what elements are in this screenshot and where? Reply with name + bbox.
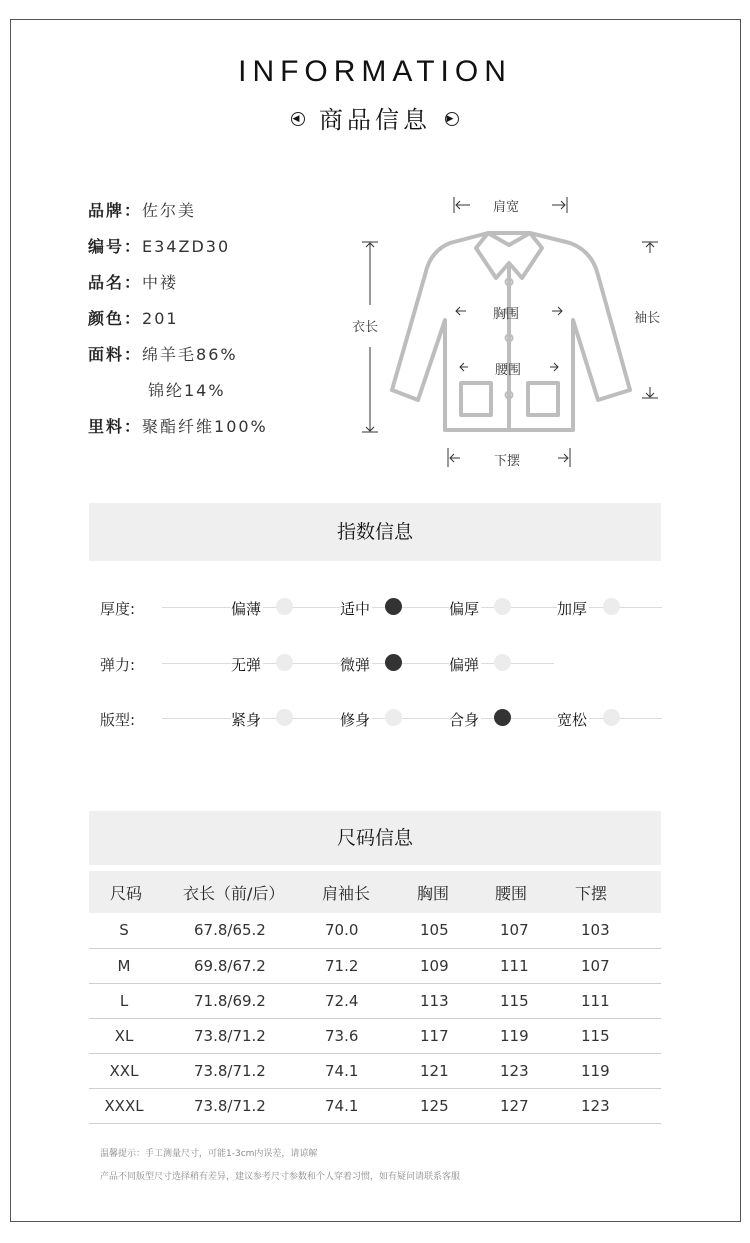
index-option: 无弹 bbox=[231, 656, 262, 674]
table-cell: 71.8/69.2 bbox=[174, 983, 322, 1018]
table-cell: 111 bbox=[495, 948, 575, 983]
index-dot bbox=[276, 654, 293, 671]
size-table-header bbox=[89, 871, 661, 913]
index-option: 偏弹 bbox=[449, 656, 480, 674]
spec-lining: 里料：聚酯纤维100% bbox=[88, 417, 268, 436]
table-cell: 117 bbox=[417, 1018, 495, 1053]
spec-color: 颜色：201 bbox=[88, 309, 179, 328]
table-cell: 70.0 bbox=[322, 913, 417, 948]
spec-fabric: 面料：绵羊毛86% bbox=[88, 345, 238, 364]
table-cell: 73.8/71.2 bbox=[174, 1018, 322, 1053]
table-cell: L bbox=[89, 983, 174, 1018]
size-section-title: 尺码信息 bbox=[89, 811, 661, 865]
index-option: 适中 bbox=[340, 600, 371, 618]
table-cell: 121 bbox=[417, 1053, 495, 1088]
index-dot bbox=[603, 598, 620, 615]
table-cell: M bbox=[89, 948, 174, 983]
coat-outline-icon bbox=[330, 185, 690, 475]
index-option: 紧身 bbox=[231, 711, 262, 729]
page-title-cn bbox=[0, 100, 750, 135]
table-cell: 115 bbox=[575, 1018, 661, 1053]
page-title-cn-text: 商品信息 bbox=[319, 106, 431, 134]
length-label: 衣长 bbox=[352, 320, 379, 335]
index-dot bbox=[603, 709, 620, 726]
table-cell: 123 bbox=[495, 1053, 575, 1088]
spec-fabric-2: 锦纶14% bbox=[148, 381, 226, 400]
index-dot-selected bbox=[385, 598, 402, 615]
table-cell: 109 bbox=[417, 948, 495, 983]
arrow-right-icon: ▶ bbox=[446, 113, 458, 124]
table-cell: XXL bbox=[89, 1053, 174, 1088]
table-cell: 69.8/67.2 bbox=[174, 948, 322, 983]
table-cell: 71.2 bbox=[322, 948, 417, 983]
col-header: 下摆 bbox=[575, 871, 661, 913]
index-option: 宽松 bbox=[557, 711, 588, 729]
index-option: 偏厚 bbox=[449, 600, 480, 618]
spec-code: 编号：E34ZD30 bbox=[88, 237, 231, 256]
table-cell: 119 bbox=[575, 1053, 661, 1088]
table-cell: 73.6 bbox=[322, 1018, 417, 1053]
index-section-title: 指数信息 bbox=[89, 503, 661, 561]
table-cell: 73.8/71.2 bbox=[174, 1053, 322, 1088]
garment-diagram bbox=[330, 185, 690, 475]
table-cell: S bbox=[89, 913, 174, 948]
table-cell: 127 bbox=[495, 1088, 575, 1123]
table-cell: 107 bbox=[495, 913, 575, 948]
note-line-1: 温馨提示：手工测量尺寸，可能1-3cm内误差，请谅解 bbox=[100, 1149, 318, 1159]
table-cell: 105 bbox=[417, 913, 495, 948]
index-dot-selected bbox=[494, 709, 511, 726]
table-cell: XL bbox=[89, 1018, 174, 1053]
col-header: 腰围 bbox=[495, 871, 575, 913]
arrow-left-icon: ◀ bbox=[292, 113, 304, 124]
table-cell: 107 bbox=[575, 948, 661, 983]
table-cell: 119 bbox=[495, 1018, 575, 1053]
sleeve-label: 袖长 bbox=[634, 311, 661, 326]
index-dot bbox=[385, 709, 402, 726]
table-cell: 67.8/65.2 bbox=[174, 913, 322, 948]
page-title-en: INFORMATION bbox=[238, 55, 512, 88]
table-cell: XXXL bbox=[89, 1088, 174, 1123]
table-cell: 73.8/71.2 bbox=[174, 1088, 322, 1123]
col-header: 肩袖长 bbox=[322, 871, 417, 913]
table-cell: 111 bbox=[575, 983, 661, 1018]
table-row bbox=[89, 983, 661, 1018]
table-row bbox=[89, 1088, 661, 1123]
index-dot bbox=[494, 654, 511, 671]
table-row bbox=[89, 913, 661, 948]
index-option: 微弹 bbox=[340, 656, 371, 674]
index-dot-selected bbox=[385, 654, 402, 671]
table-row bbox=[89, 948, 661, 983]
size-table bbox=[89, 871, 661, 1124]
index-option: 偏薄 bbox=[231, 600, 262, 618]
shoulder-label: 肩宽 bbox=[493, 200, 520, 215]
waist-label: 腰围 bbox=[495, 363, 522, 378]
col-header: 衣长（前/后） bbox=[174, 871, 322, 913]
table-cell: 74.1 bbox=[322, 1088, 417, 1123]
table-cell: 125 bbox=[417, 1088, 495, 1123]
table-cell: 115 bbox=[495, 983, 575, 1018]
chest-label: 胸围 bbox=[493, 307, 520, 322]
index-dot bbox=[494, 598, 511, 615]
col-header: 胸围 bbox=[417, 871, 495, 913]
table-row bbox=[89, 1053, 661, 1088]
table-row bbox=[89, 1018, 661, 1053]
index-option: 合身 bbox=[449, 711, 480, 729]
index-label-thickness: 厚度: bbox=[100, 600, 136, 618]
table-cell: 113 bbox=[417, 983, 495, 1018]
index-label-fit: 版型: bbox=[100, 711, 136, 729]
spec-name: 品名：中褛 bbox=[88, 273, 179, 292]
table-cell: 123 bbox=[575, 1088, 661, 1123]
index-dot bbox=[276, 709, 293, 726]
table-cell: 74.1 bbox=[322, 1053, 417, 1088]
index-label-elasticity: 弹力: bbox=[100, 656, 136, 674]
index-option: 修身 bbox=[340, 711, 371, 729]
note-line-2: 产品不同版型尺寸选择稍有差异，建议参考尺寸参数和个人穿着习惯，如有疑问请联系客服 bbox=[100, 1172, 461, 1182]
table-cell: 72.4 bbox=[322, 983, 417, 1018]
table-cell: 103 bbox=[575, 913, 661, 948]
spec-brand: 品牌：佐尔美 bbox=[88, 201, 197, 220]
col-header: 尺码 bbox=[89, 871, 174, 913]
index-option: 加厚 bbox=[557, 600, 588, 618]
hem-label: 下摆 bbox=[494, 454, 521, 469]
index-dot bbox=[276, 598, 293, 615]
